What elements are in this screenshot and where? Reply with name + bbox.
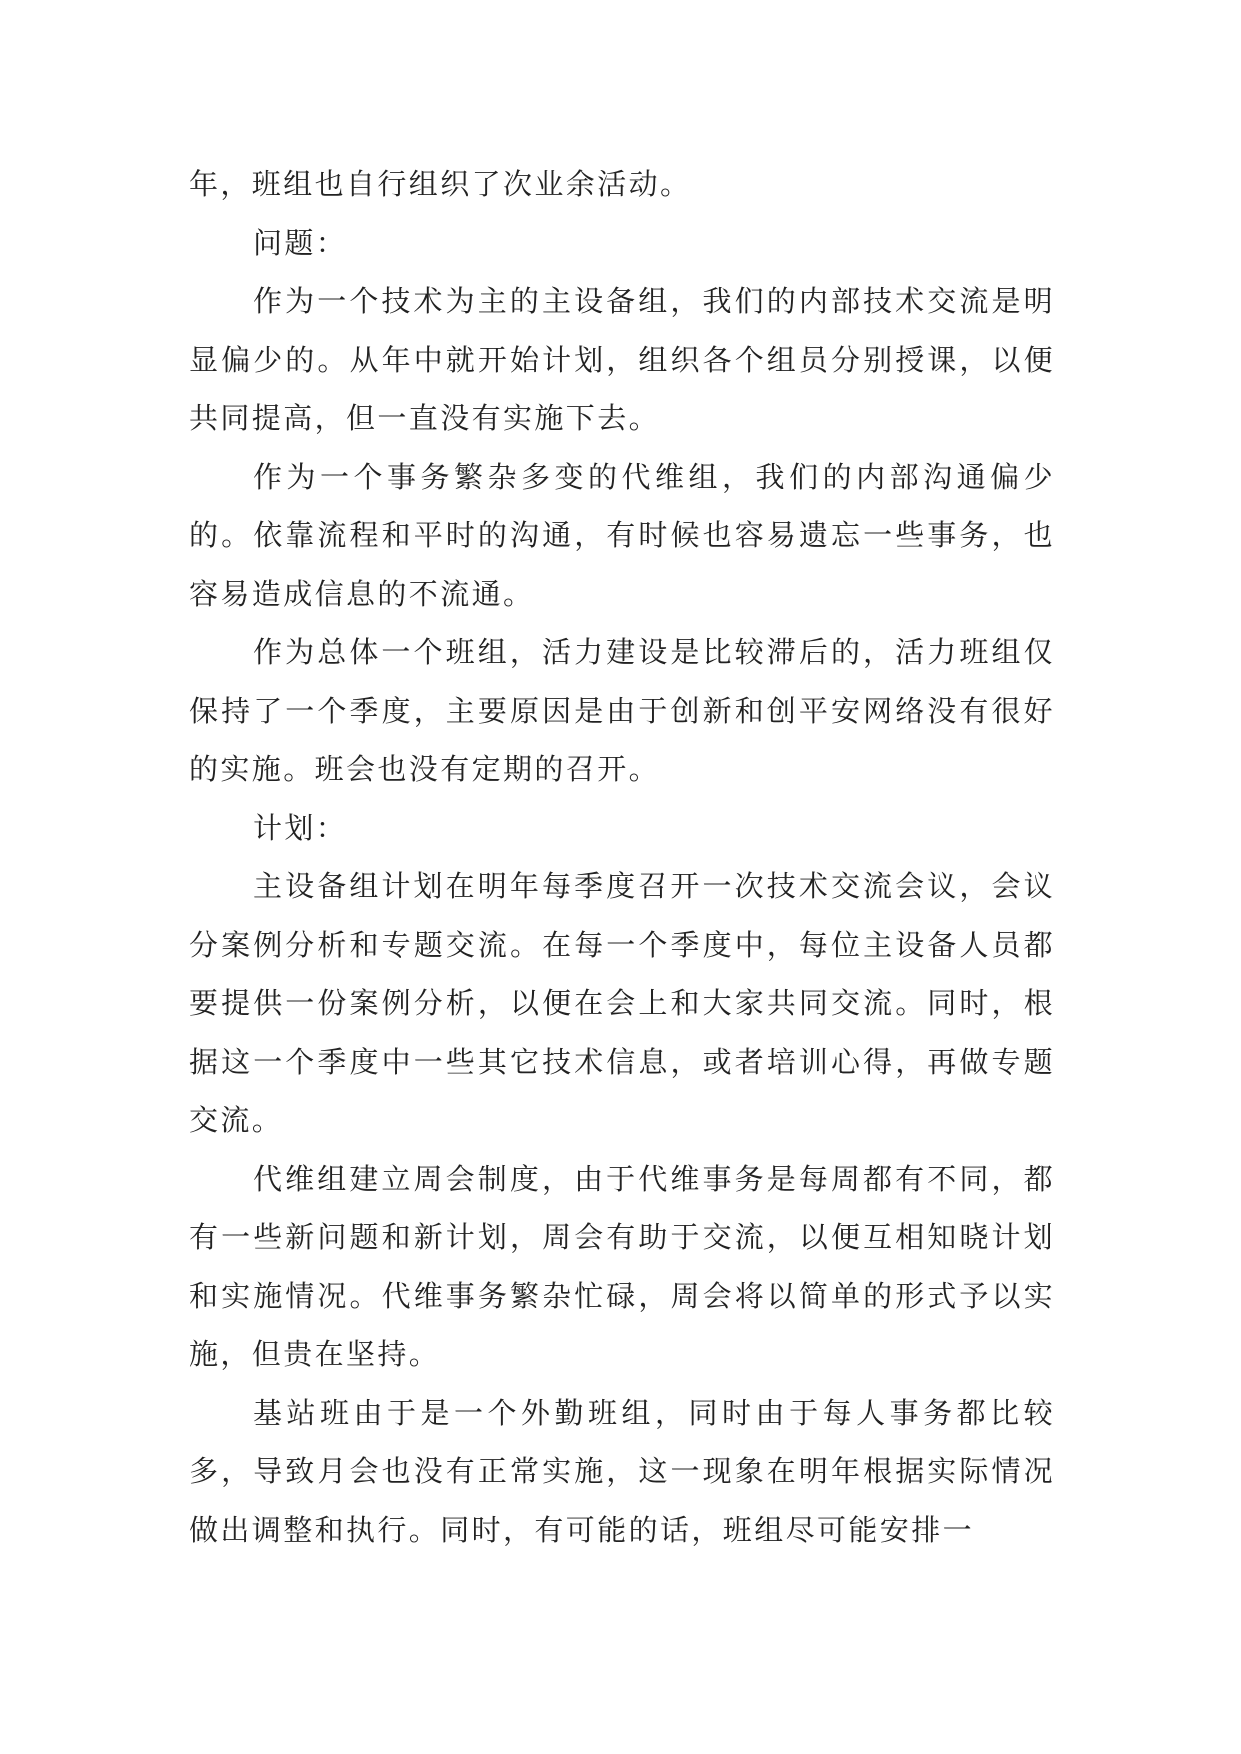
paragraph: 作为总体一个班组，活力建设是比较滞后的，活力班组仅保持了一个季度，主要原因是由于创新和创平安网络没有很好的实施。班会也没有定期的召开。 xyxy=(189,635,1055,786)
section-heading-problems: 问题： xyxy=(253,225,348,260)
paragraph: 代维组建立周会制度，由于代维事务是每周都有不同，都有一些新问题和新计划，周会有助于交流，以便互相知晓计划和实施情况。代维事务繁杂忙碌，周会将以简单的形式予以实施，但贵在坚持。 xyxy=(189,1161,1055,1371)
paragraph: 年，班组也自行组织了次业余活动。 xyxy=(189,167,692,201)
section-heading-plan: 计划： xyxy=(253,810,348,845)
paragraph: 作为一个技术为主的主设备组，我们的内部技术交流是明显偏少的。从年中就开始计划，组织各个组员分别授课，以便共同提高，但一直没有实施下去。 xyxy=(189,284,1055,435)
paragraph: 作为一个事务繁杂多变的代维组，我们的内部沟通偏少的。依靠流程和平时的沟通，有时候也容易遗忘一些事务，也容易造成信息的不流通。 xyxy=(189,459,1055,611)
paragraph: 基站班由于是一个外勤班组，同时由于每人事务都比较多，导致月会也没有正常实施，这一现象在明年根据实际情况做出调整和执行。同时，有可能的话，班组尽可能安排一 xyxy=(189,1395,1055,1547)
document-body xyxy=(189,155,1055,1559)
paragraph: 主设备组计划在明年每季度召开一次技术交流会议，会议分案例分析和专题交流。在每一个季度中，每位主设备人员都要提供一份案例分析，以便在会上和大家共同交流。同时，根据这一个季度中一些其它技术信息，或者培训心得，再做专题交流。 xyxy=(189,869,1055,1137)
